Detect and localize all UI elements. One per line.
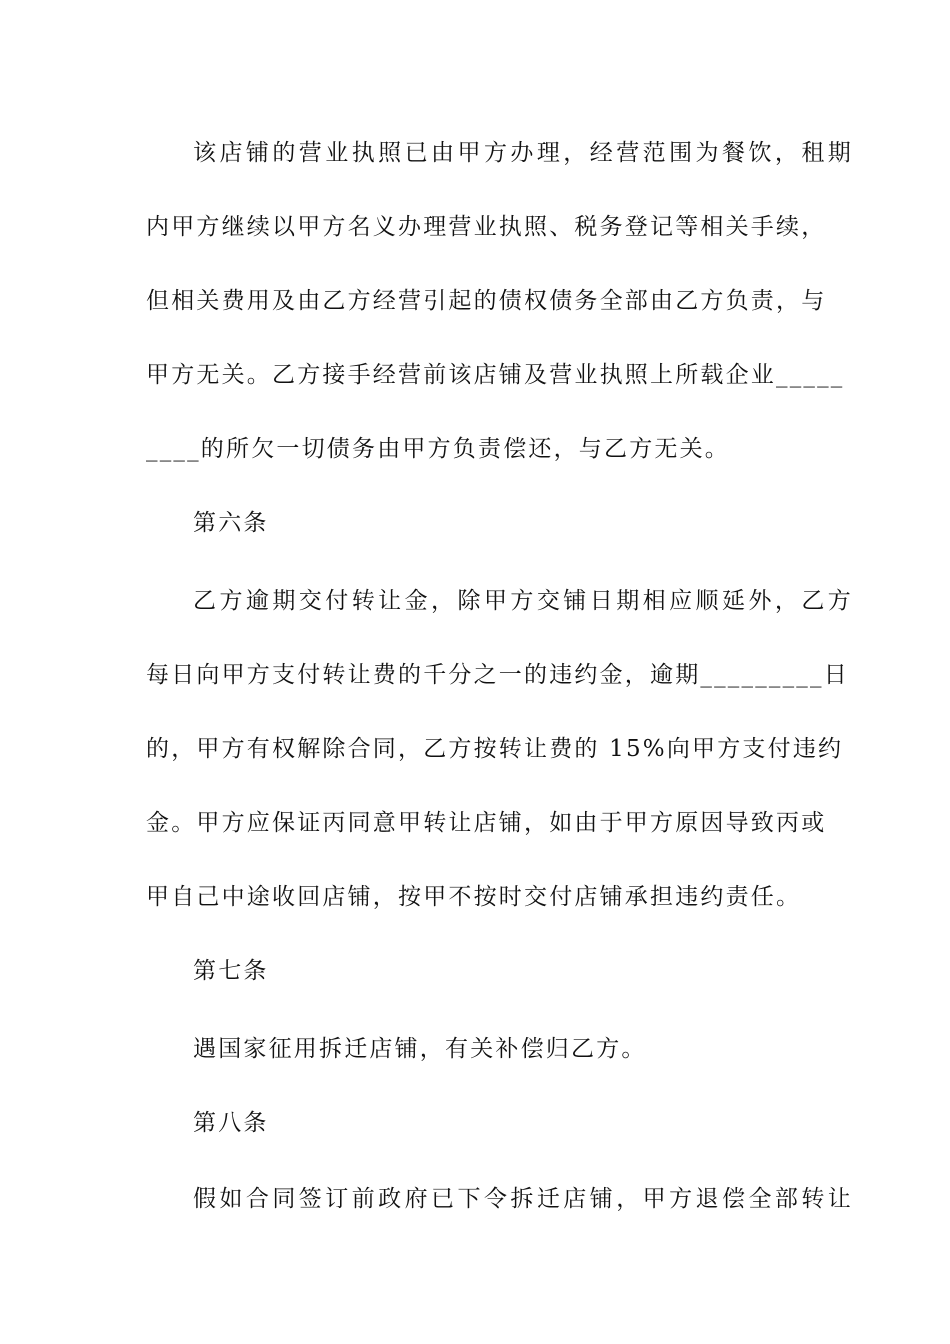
paragraph-line: 每日向甲方支付转让费的千分之一的违约金，逾期_________日 (146, 662, 849, 688)
paragraph-line: 乙方逾期交付转让金，除甲方交铺日期相应顺延外，乙方 (193, 588, 853, 614)
paragraph-line: ____的所欠一切债务由甲方负责偿还，与乙方无关。 (146, 436, 730, 462)
paragraph-line: 但相关费用及由乙方经营引起的债权债务全部由乙方负责，与 (146, 288, 827, 314)
paragraph-line: 甲自己中途收回店铺，按甲不按时交付店铺承担违约责任。 (146, 884, 802, 910)
paragraph-line: 该店铺的营业执照已由甲方办理，经营范围为餐饮，租期 (193, 140, 853, 166)
article-heading: 第七条 (193, 958, 269, 984)
paragraph-line: 金。甲方应保证丙同意甲转让店铺，如由于甲方原因导致丙或 (146, 810, 827, 836)
paragraph-line: 内甲方继续以甲方名义办理营业执照、税务登记等相关手续， (146, 214, 827, 240)
paragraph-line: 假如合同签订前政府已下令拆迁店铺，甲方退偿全部转让 (193, 1186, 853, 1212)
paragraph-line: 遇国家征用拆迁店铺，有关补偿归乙方。 (193, 1036, 647, 1062)
paragraph-line: 的，甲方有权解除合同，乙方按转让费的 15%向甲方支付违约 (146, 736, 844, 762)
article-heading: 第六条 (193, 510, 269, 536)
paragraph-line: 甲方无关。乙方接手经营前该店铺及营业执照上所载企业_____ (146, 362, 845, 388)
article-heading: 第八条 (193, 1110, 269, 1136)
